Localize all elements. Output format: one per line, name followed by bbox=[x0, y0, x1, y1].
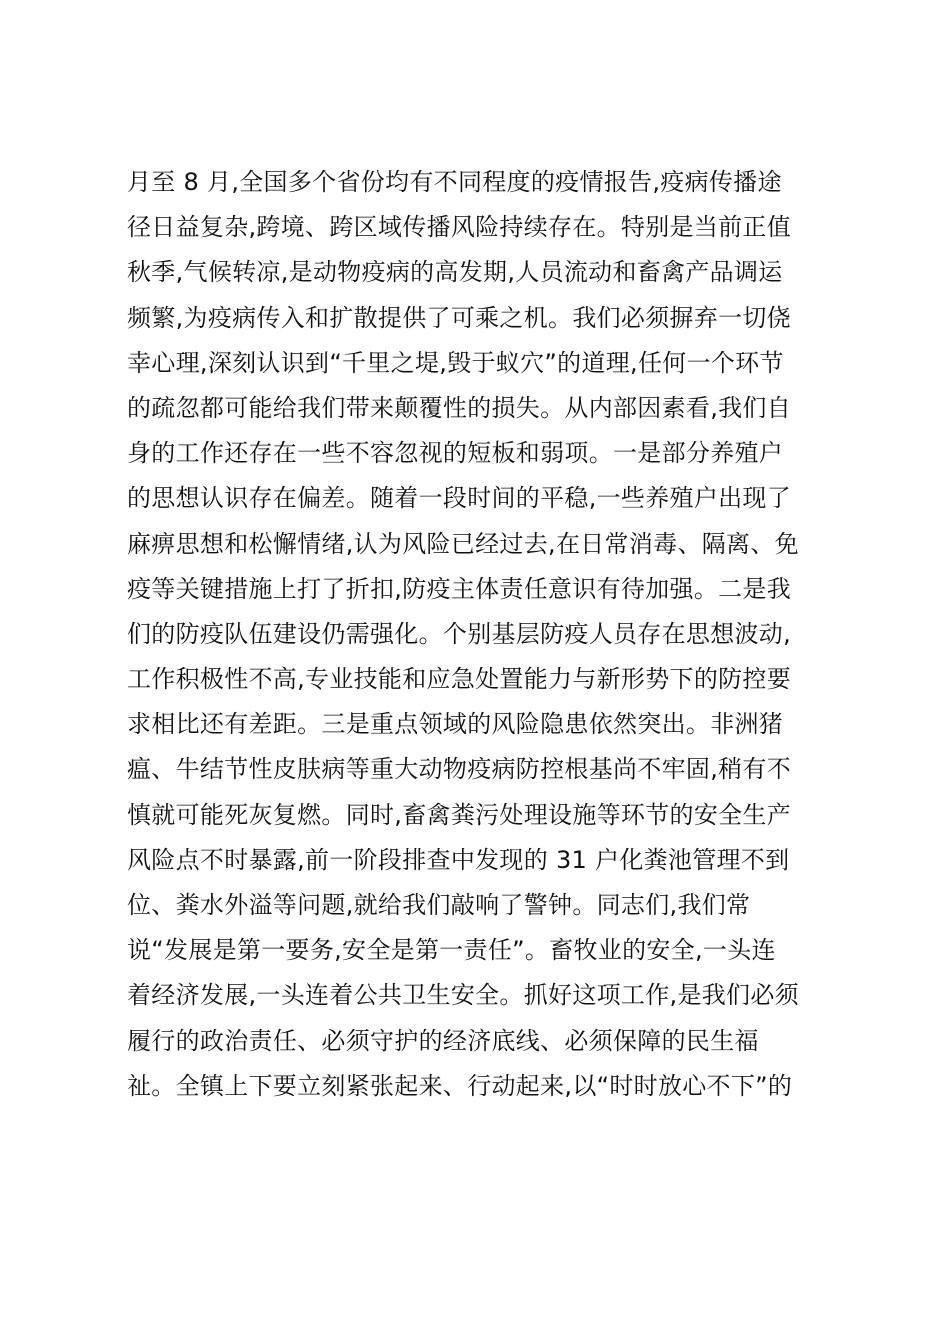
text-line: 月至 8 月,全国多个省份均有不同程度的疫情报告,疫病传播途 bbox=[127, 168, 782, 196]
text-line: 瘟、牛结节性皮肤病等重大动物疫病防控根基尚不牢固,稍有不 bbox=[127, 755, 792, 784]
text-line: 径日益复杂,跨境、跨区域传播风险持续存在。特别是当前正值 bbox=[127, 213, 792, 242]
text-line: 疫等关键措施上打了折扣,防疫主体责任意识有待加强。二是我 bbox=[127, 574, 792, 603]
text-line: 秋季,气候转凉,是动物疫病的高发期,人员流动和畜禽产品调运 bbox=[127, 258, 783, 287]
text-line: 风险点不时暴露,前一阶段排查中发现的 31 户化粪池管理不到 bbox=[127, 845, 790, 874]
text-line: 着经济发展,一头连着公共卫生安全。抓好这项工作,是我们必须 bbox=[127, 981, 799, 1010]
text-line: 身的工作还存在一些不容忽视的短板和弱项。一是部分养殖户 bbox=[127, 439, 784, 468]
text-line: 祉。全镇上下要立刻紧张起来、行动起来,以“时时放心不下”的 bbox=[127, 1071, 793, 1100]
text-line: 频繁,为疫病传入和扩散提供了可乘之机。我们必须摒弃一切侥 bbox=[127, 303, 792, 332]
text-line: 慎就可能死灰复燃。同时,畜禽粪污处理设施等环节的安全生产 bbox=[127, 800, 792, 829]
text-line: 履行的政治责任、必须守护的经济底线、必须保障的民生福 bbox=[127, 1026, 759, 1055]
text-line: 幸心理,深刻认识到“千里之堤,毁于蚁穴”的道理,任何一个环节 bbox=[127, 348, 784, 377]
text-line: 的思想认识存在偏差。随着一段时间的平稳,一些养殖户出现了 bbox=[127, 484, 792, 513]
text-line: 工作积极性不高,专业技能和应急处置能力与新形势下的防控要 bbox=[127, 665, 792, 694]
text-line: 们的防疫队伍建设仍需强化。个别基层防疫人员存在思想波动, bbox=[127, 619, 792, 648]
text-line: 求相比还有差距。三是重点领域的风险隐患依然突出。非洲猪 bbox=[127, 710, 784, 739]
text-line: 说“发展是第一要务,安全是第一责任”。畜牧业的安全,一头连 bbox=[127, 936, 776, 965]
text-line: 位、粪水外溢等问题,就给我们敲响了警钟。同志们,我们常 bbox=[127, 891, 751, 919]
body-text bbox=[127, 160, 847, 1109]
text-line: 的疏忽都可能给我们带来颠覆性的损失。从内部因素看,我们自 bbox=[127, 393, 792, 422]
text-line: 麻痹思想和松懈情绪,认为风险已经过去,在日常消毒、隔离、免 bbox=[127, 529, 799, 558]
